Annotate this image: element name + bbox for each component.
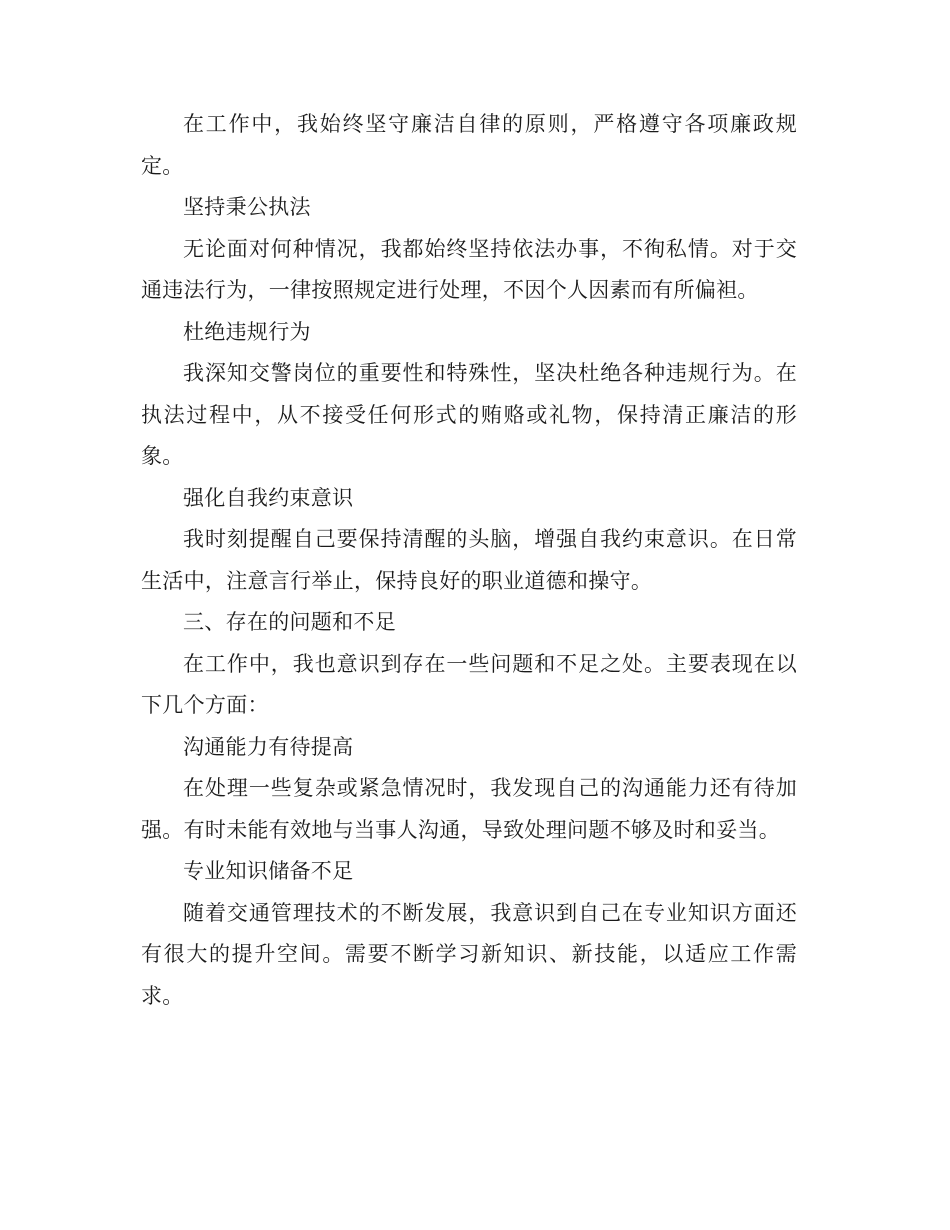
paragraph-eliminate-violations: 我深知交警岗位的重要性和特殊性，坚决杜绝各种违规行为。在执法过程中，从不接受任何形式的贿赂或礼物，保持清正廉洁的形象。 <box>141 361 797 468</box>
paragraph-communication: 在处理一些复杂或紧急情况时，我发现自己的沟通能力还有待加强。有时未能有效地与当事人沟通，导致处理问题不够及时和妥当。 <box>141 776 797 842</box>
paragraph-impartial-enforcement: 无论面对何种情况，我都始终坚持依法办事，不徇私情。对于交通违法行为，一律按照规定进行处理，不因个人因素而有所偏袒。 <box>141 236 797 302</box>
paragraph-self-discipline: 我时刻提醒自己要保持清醒的头脑，增强自我约束意识。在日常生活中，注意言行举止，保持良好的职业道德和操守。 <box>141 527 797 593</box>
section-heading-problems: 三、存在的问题和不足 <box>183 610 396 634</box>
heading-communication: 沟通能力有待提高 <box>183 734 354 759</box>
paragraph-problems-intro: 在工作中，我也意识到存在一些问题和不足之处。主要表现在以下几个方面： <box>141 651 797 717</box>
paragraph-integrity-principle: 在工作中，我始终坚守廉洁自律的原则，严格遵守各项廉政规定。 <box>141 112 797 178</box>
document-body <box>141 104 797 1017</box>
heading-impartial-enforcement: 坚持秉公执法 <box>183 195 311 219</box>
heading-professional-knowledge: 专业知识储备不足 <box>183 859 354 883</box>
paragraph-professional-knowledge: 随着交通管理技术的不断发展，我意识到自己在专业知识方面还有很大的提升空间。需要不断学习新知识、新技能，以适应工作需求。 <box>141 900 797 1008</box>
heading-self-discipline: 强化自我约束意识 <box>183 485 354 510</box>
heading-eliminate-violations: 杜绝违规行为 <box>183 319 311 344</box>
